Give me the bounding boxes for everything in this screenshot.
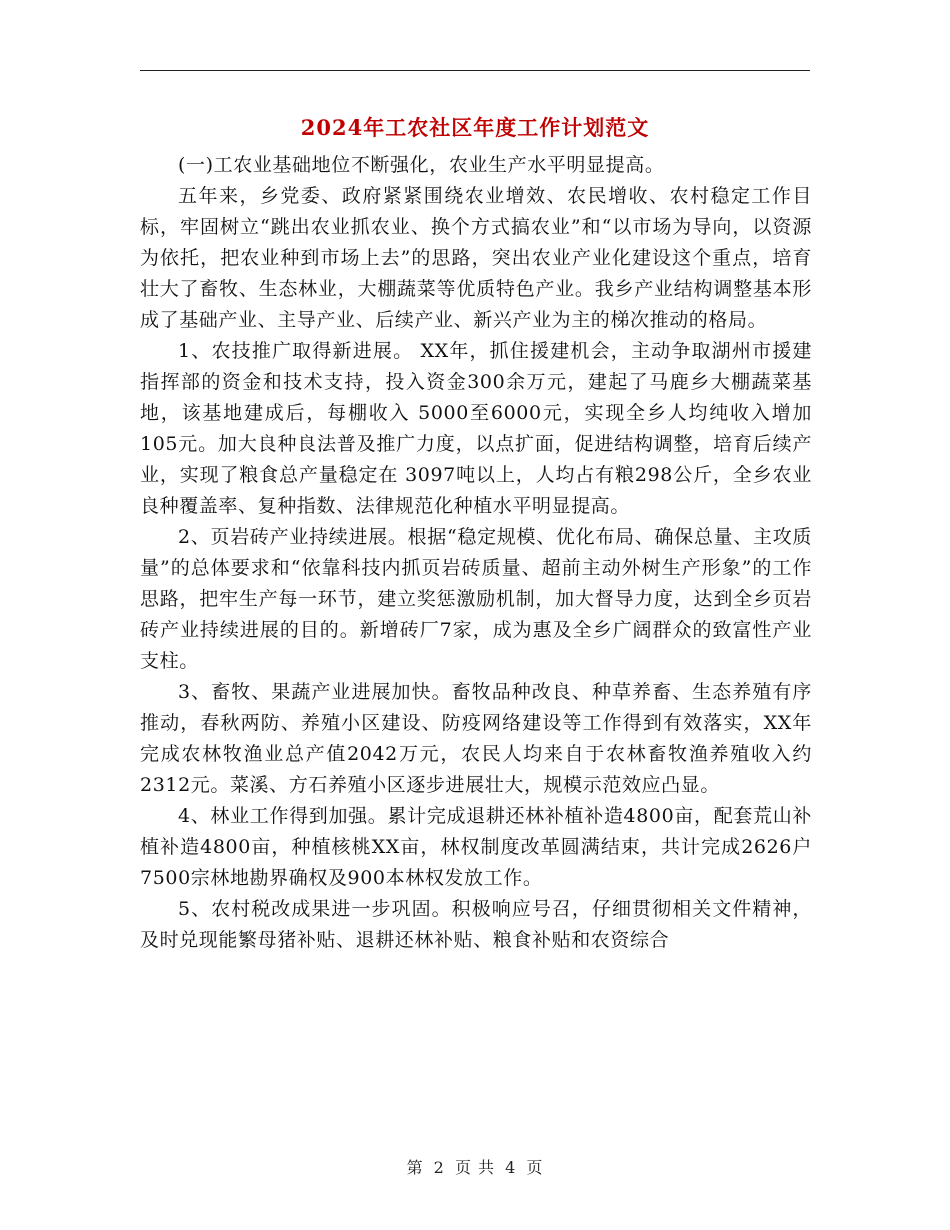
paragraph-overview: 五年来，乡党委、政府紧紧围绕农业增效、农民增收、农村稳定工作目标，牢固树立“跳出农业抓农业、换个方式搞农业”和“以市场为导向，以资源为依托，把农业种到市场上去”的思路，突出农业产业化建设这个重点，培育壮大了畜牧、生态林业，大棚蔬菜等优质特色产业。我乡产业结构调整基本形成了基础产业、主导产业、后续产业、新兴产业为主的梯次推动的格局。 — [140, 185, 812, 331]
footer-suffix: 页 — [526, 1158, 544, 1177]
paragraph-item-3: 3、畜牧、果蔬产业进展加快。畜牧品种改良、种草养畜、生态养殖有序推动，春秋两防、养殖小区建设、防疫网络建设等工作得到有效落实，XX年完成农林牧渔业总产值2042万元，农民人均来自于农林畜牧渔养殖收入约2312元。菜溪、方石养殖小区逐步进展壮大，规模示范效应凸显。 — [140, 681, 812, 796]
header-rule — [140, 70, 810, 71]
document-body — [140, 150, 812, 956]
footer-total-pages: 4 — [505, 1158, 517, 1177]
footer-middle: 页 共 — [454, 1158, 496, 1177]
page-footer — [0, 1155, 950, 1178]
paragraph-item-1: 1、农技推广取得新进展。 XX年，抓住援建机会，主动争取湖州市援建指挥部的资金和技术支持，投入资金300余万元，建起了马鹿乡大棚蔬菜基地，该基地建成后，每棚收入 5000至6000元，实现全乡人均纯收入增加105元。加大良种良法普及推广力度，以点扩面，促进结构调整，培育后续产业，实现了粮食总产量稳定在 3097吨以上，人均占有粮298公斤，全乡农业良种覆盖率、复种指数、法律规范化种植水平明显提高。 — [140, 340, 812, 517]
footer-page-number: 2 — [433, 1158, 445, 1177]
paragraph-item-5: 5、农村税改成果进一步巩固。积极响应号召，仔细贯彻相关文件精神，及时兑现能繁母猪补贴、退耕还林补贴、粮食补贴和农资综合 — [140, 898, 812, 951]
footer-prefix: 第 — [406, 1158, 424, 1177]
section-heading: (一)工农业基础地位不断强化，农业生产水平明显提高。 — [178, 154, 665, 176]
paragraph-item-2: 2、页岩砖产业持续进展。根据“稳定规模、优化布局、确保总量、主攻质量”的总体要求和“依靠科技内抓页岩砖质量、超前主动外树生产形象”的工作思路，把牢生产每一环节，建立奖惩激励机制，加大督导力度，达到全乡页岩砖产业持续进展的目的。新增砖厂7家，成为惠及全乡广阔群众的致富性产业支柱。 — [140, 526, 812, 672]
paragraph-item-4: 4、林业工作得到加强。累计完成退耕还林补植补造4800亩，配套荒山补植补造4800亩，种植核桃XX亩，林权制度改革圆满结束，共计完成2626户7500宗林地勘界确权及900本林权发放工作。 — [140, 805, 812, 889]
page-title: 2024年工农社区年度工作计划范文 — [300, 115, 650, 140]
